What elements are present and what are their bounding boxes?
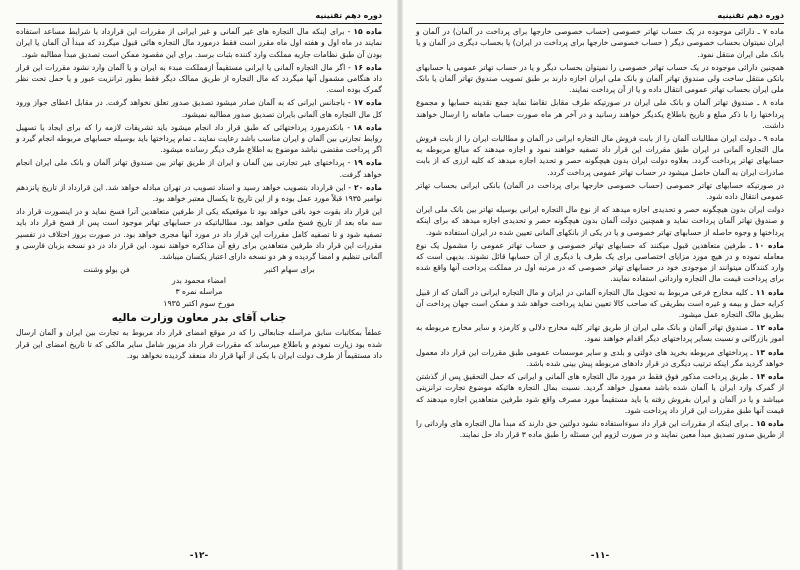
paragraph: همچنین دارائی موجوده در یک حساب تهاتر خصوصی را نمیتوان بحساب دیگر و یا در حساب تهاتر عمومی یا حسابهای بانکی منتقل ساخت ولی صندوق تهاتر آلمان و بانک ملی ایران اجازه دارند بر طبق تصویب صندوق تهاتر آلمان یا بانک ملی ایران بحساب تهاتر عمومی انتقال داده و یا از آن پرداخت نمایند. [416,62,784,95]
article-label: ماده ۱۴ [756,372,784,382]
right-page-number: -۱۱- [590,550,610,561]
signature-row [16,264,382,275]
article-label: ماده ۱۵ [353,27,383,37]
article-text: ـ پرداختهای مربوطه بخرید های دولتی و بلدی و سایر موسسات عمومی طبق مقررات این قرار داد معمول خواهد گردید مگر اینکه ترتیب دیگری در قرار دادهای مربوطه پیش بینی شده باشد. [416,347,784,368]
right-running-head: دوره دهم تقنینیه [416,10,784,24]
right-page [406,6,794,564]
signatory-left: فن بولو وشنت [83,265,130,275]
article-text: ـ طرفین متعاهدین قبول میکنند که حسابهای تهاتر خصوصی و حساب تهاتر عمومی را مشمول یک نوع معامله نموده و در هیچ مورد مزایای اختصاصی برای یک طرف یا دیگری از آن حسابها قائل نشوند. بدیهی است که وارد کنندگان میتوانند از موجودی خود در حسابهای تهاتر خصوصی که در مرتبه اول در مملکت پرداخت آنها واقع شده برای پرداخت قیمت مال التجاره وارداتی استفاده نمایند. [416,240,784,284]
letter-date: مورخ سوم اکتبر ۱۹۳۵ [163,299,235,309]
article-label: ماده ۱۱ [755,287,785,297]
letter-ref: مراسله نمره ۳ [175,287,223,297]
article-text: - این قرارداد بتصویب خواهد رسید و اسناد تصویب در تهران مبادله خواهد شد. این قرارداد از تاریخ پانزدهم نوامبر ۱۹۳۵ قبلاً مورد عمل بوده و از این تاریخ تا یکسال معتبر خواهد بود. [16,182,382,204]
article-text: ـ طریق پرداخت مذکور فوق فقط در مورد مال التجاره های آلمانی و ایرانی که حمل التحقیق پس از گذشتن از گمرک وارد ایران یا آلمان شده باشد معمول خواهد گردید. نسبت بمال التجاره هائیکه موضوع تجارت ترانزیتی میباشد و یا در آلمان و ایران بفروش رفته یا باید مستقیماً مورد مصرف واقع شود طرفین متعاهدین اجازه میدهند که قیمت آنها طبق مقررات این قرار داد پرداخت شود. [416,372,784,415]
book-gutter [397,0,403,570]
article-text: ـ برای اینکه از مقررات این قرار داد سوءاستفاده نشود دولتین حق دارند که مبدأ مال التجاره های وارداتی را از طریق صدور تصدیق مبدأ معین نمایند و در صورت لزوم این مسئله را طبق ماده ۳ قرار داد حل نمایند. [416,418,784,440]
article-label: ماده ۲۰ [353,182,383,192]
article-text: ـ صندوق تهاتر آلمان و بانک ملی ایران از طریق تهاتر کلیه مخارج دلالی و کارمزد و سایر مخارج مربوطه به امور بازرگانی و نسبت بسایر پرداختهای دیگر اقدام خواهند نمود. [416,323,784,344]
closing-paragraph: این قرار داد بقوت خود باقی خواهد بود تا موقعیکه یکی از طرفین متعاهدین آنرا فسخ نماید و در اینصورت قرار داد سه ماه بعد از تاریخ فسخ ملغی خواهد بود. مطالباتیکه در حسابهای تهاتر موجود است پس از فسخ قرار داد باید تصفیه شود و تا تصفیه کامل مقررات این قرار داد در مورد آنها مجری خواهد بود. در صورت بروز اختلاف در تفسیر مقررات این قرار داد طرفین متعاهدین برای رفع آن مذاکره خواهند نمود. این قرار داد در دو نسخه بزبان فارسی و آلمانی تنظیم و امضا گردیده و هر دو نسخه دارای اعتبار یکسان میباشد. [16,207,382,262]
left-page [6,6,392,564]
article-9: ماده ۹ ـ دولت ایران مطالبات آلمان را از بابت فروش مال التجاره ایرانی در آلمان و مطالبات ایران را از بابت فروش مال التجاره آلمانی در ایران طبق مقررات این قرار داد تصفیه خواهند نمود و اجازه میدهند که مبالغ مربوطه به حسابهای تهاتر پرداخت گردد. بعلاوه دولت ایران بدون هیچگونه حصر و تحدید اجازه میدهد که کلیه ارزی که از بابت صادرات ایران به آلمان حاصل میشود در حساب تهاتر عمومی پرداخت گردد. [416,134,784,177]
paragraph: در صورتیکه حسابهای تهاتر خصوصی (حساب خصوصی خارجها برای پرداخت در آلمان) بانکی ایرانی بحساب تهاتر عمومی انتقال داده شود. [416,180,784,202]
article-15 [16,26,382,60]
article-label: ماده ۱۰ [754,240,784,250]
left-running-head: دوره دهم تقنینیه [16,10,382,24]
article-8: ماده ۸ ـ صندوق تهاتر آلمان و بانک ملی ایران در صورتیکه طرف مقابل تقاضا نماید جمع نقدینه حسابها و مجموع پرداختها را با ذکر مبلغ و تاریخ باطلاع یکدیگر خواهند رسانید و در آخر هر ماه صورت حساب ماهانه را ارسال خواهند داشت. [416,98,785,130]
signatory-sub: امضاء محمود بدر [172,276,226,286]
article-17 [16,97,382,119]
article-20 [16,182,382,204]
article-14 [416,371,784,416]
article-label: ماده ۱۹ [353,158,383,168]
article-15 [416,418,784,440]
article-text: - باجنانس ایرانی که به آلمان صادر میشود تصدیق صدور تعلق نخواهد گرفت. در مقابل اعطای جواز ورود کل مال التجاره های آلمانی بایران تصدیق صدور مطالبه نمیشود. [16,98,382,119]
article-text: - بانکدرمورد پرداختهائی که طبق قرار داد انجام میشود باید تشریفات لازمه را که برای ایجاد یا تسهیل روابط تجارتی بین آلمان و ایران مناسب باشد رعایت نمایند ـ تمام پرداختها باید بوسیله حسابهای مربوطه انجام گیرد و اگر پرداخت مقتضی نباشد موضوع به اطلاع طرف دیگر رسانده میشود. [16,122,382,155]
article-10 [416,240,784,285]
article-7: ماده ۷ ـ دارائی موجوده در یک حساب تهاتر خصوصی (حساب خصوصی خارجها برای پرداخت در آلمان) در آلمان و ایران نمیتوان بحساب خصوصی دیگر ( حساب خصوصی خارجها برای پرداخت در ایران) یا بحساب دیگری در آلمان و یا بانک ملی ایران منتقل نمود. [416,27,785,59]
letter-heading: جناب آقای بدر معاون وزارت مالیه [111,312,287,325]
article-text: - اگر مال التجاره آلمانی یا ایرانی مستقیماً ازمملکت مبدء به ایران و یا آلمان وارد نشود مقررات این قرار داد هنگامی مشمول آنها میگردد که مال التجاره از طریق ممالک دیگر فقط بطور ترانزیت عبور و یا حمل تحت نظر گمرک بوده است. [16,62,382,95]
article-text: ـ کلیه مخارج فرعی مربوط به تحویل مال التجاره آلمانی در ایران و مال التجاره ایرانی در آلمان که از قبیل کرایه حمل و بیمه و غیره است بطریقی که صاحب کالا تعیین نماید پرداخت خواهد شد و ممکن است جهان پرداخت آن بطریق مالک التجاره عمل میشود. [416,287,784,320]
article-label: ماده ۱۶ [353,62,382,72]
left-page-number: -۱۲- [189,550,209,561]
article-label: ماده ۱۵ [756,418,784,428]
signature-block [16,264,382,309]
article-text: - پرداختهای غیر تجارتی بین آلمان و ایران از طریق تهاتر بین صندوق تهاتر آلمان و بانک ملی ایران انجام خواهد گرفت. [16,158,382,179]
article-label: ماده ۱۲ [755,323,785,333]
article-19 [16,157,382,179]
paragraph: دولت ایران بدون هیچگونه حصر و تحدیدی اجازه میدهد که از نوع مال التجاره ایرانی بوسیله تهاتر بین بانک ملی ایران و صندوق تهاتر آلمان پرداخت نماید و همچنین دولت آلمان بدون هیچگونه حصر و تحدیدی اجازه میدهد که برای اینکه پرداختها و وجوه حاصله از حسابهای تهاتر خصوصی و یا در یکی از بانکهای آلمانی تعیین شده در ایران استفاده شود. [416,205,784,237]
article-16 [16,62,382,96]
article-11 [416,287,784,321]
article-label: ماده ۱۳ [755,347,785,357]
article-18 [16,122,382,156]
letter-body: عطفاً بمکاتبات سابق مراسله جنابعالی را که در موقع امضای قرار داد مربوط به تجارت بین ایران و آلمان ارسال شده بود زیارت نمودم و باطلاع میرساند که مقررات قرار داد مزبور شامل سایر مالکی که تا تاریخ امضای این قرار داد مستقیماً از طرف دولت ایران با یکی از آنها قرار داد منعقد گردیده نخواهد بود. [16,328,382,360]
signatory-right: برای سهام اکنیر [264,265,315,275]
article-13 [416,347,784,369]
article-12 [416,322,784,344]
article-text: - برای اینکه مال التجاره های غیر آلمانی و غیر ایرانی از مقررات این قرارداد با شرایط مساعد استفاده نمایند در ماه اول و هفته اول ماه مقرر است فقط درمورد مال التجاره هائی قبول میگردد که مبدأ آن آلمان یا ایران بودن آن طبق نظامات جاریه مملکت وارد کننده بثبات برسد. برای این مقصود ممکن است تصدیق مبدأ مطالبه شود. [16,27,382,59]
article-label: ماده ۱۸ [352,122,382,132]
article-label: ماده ۱۷ [353,98,383,108]
